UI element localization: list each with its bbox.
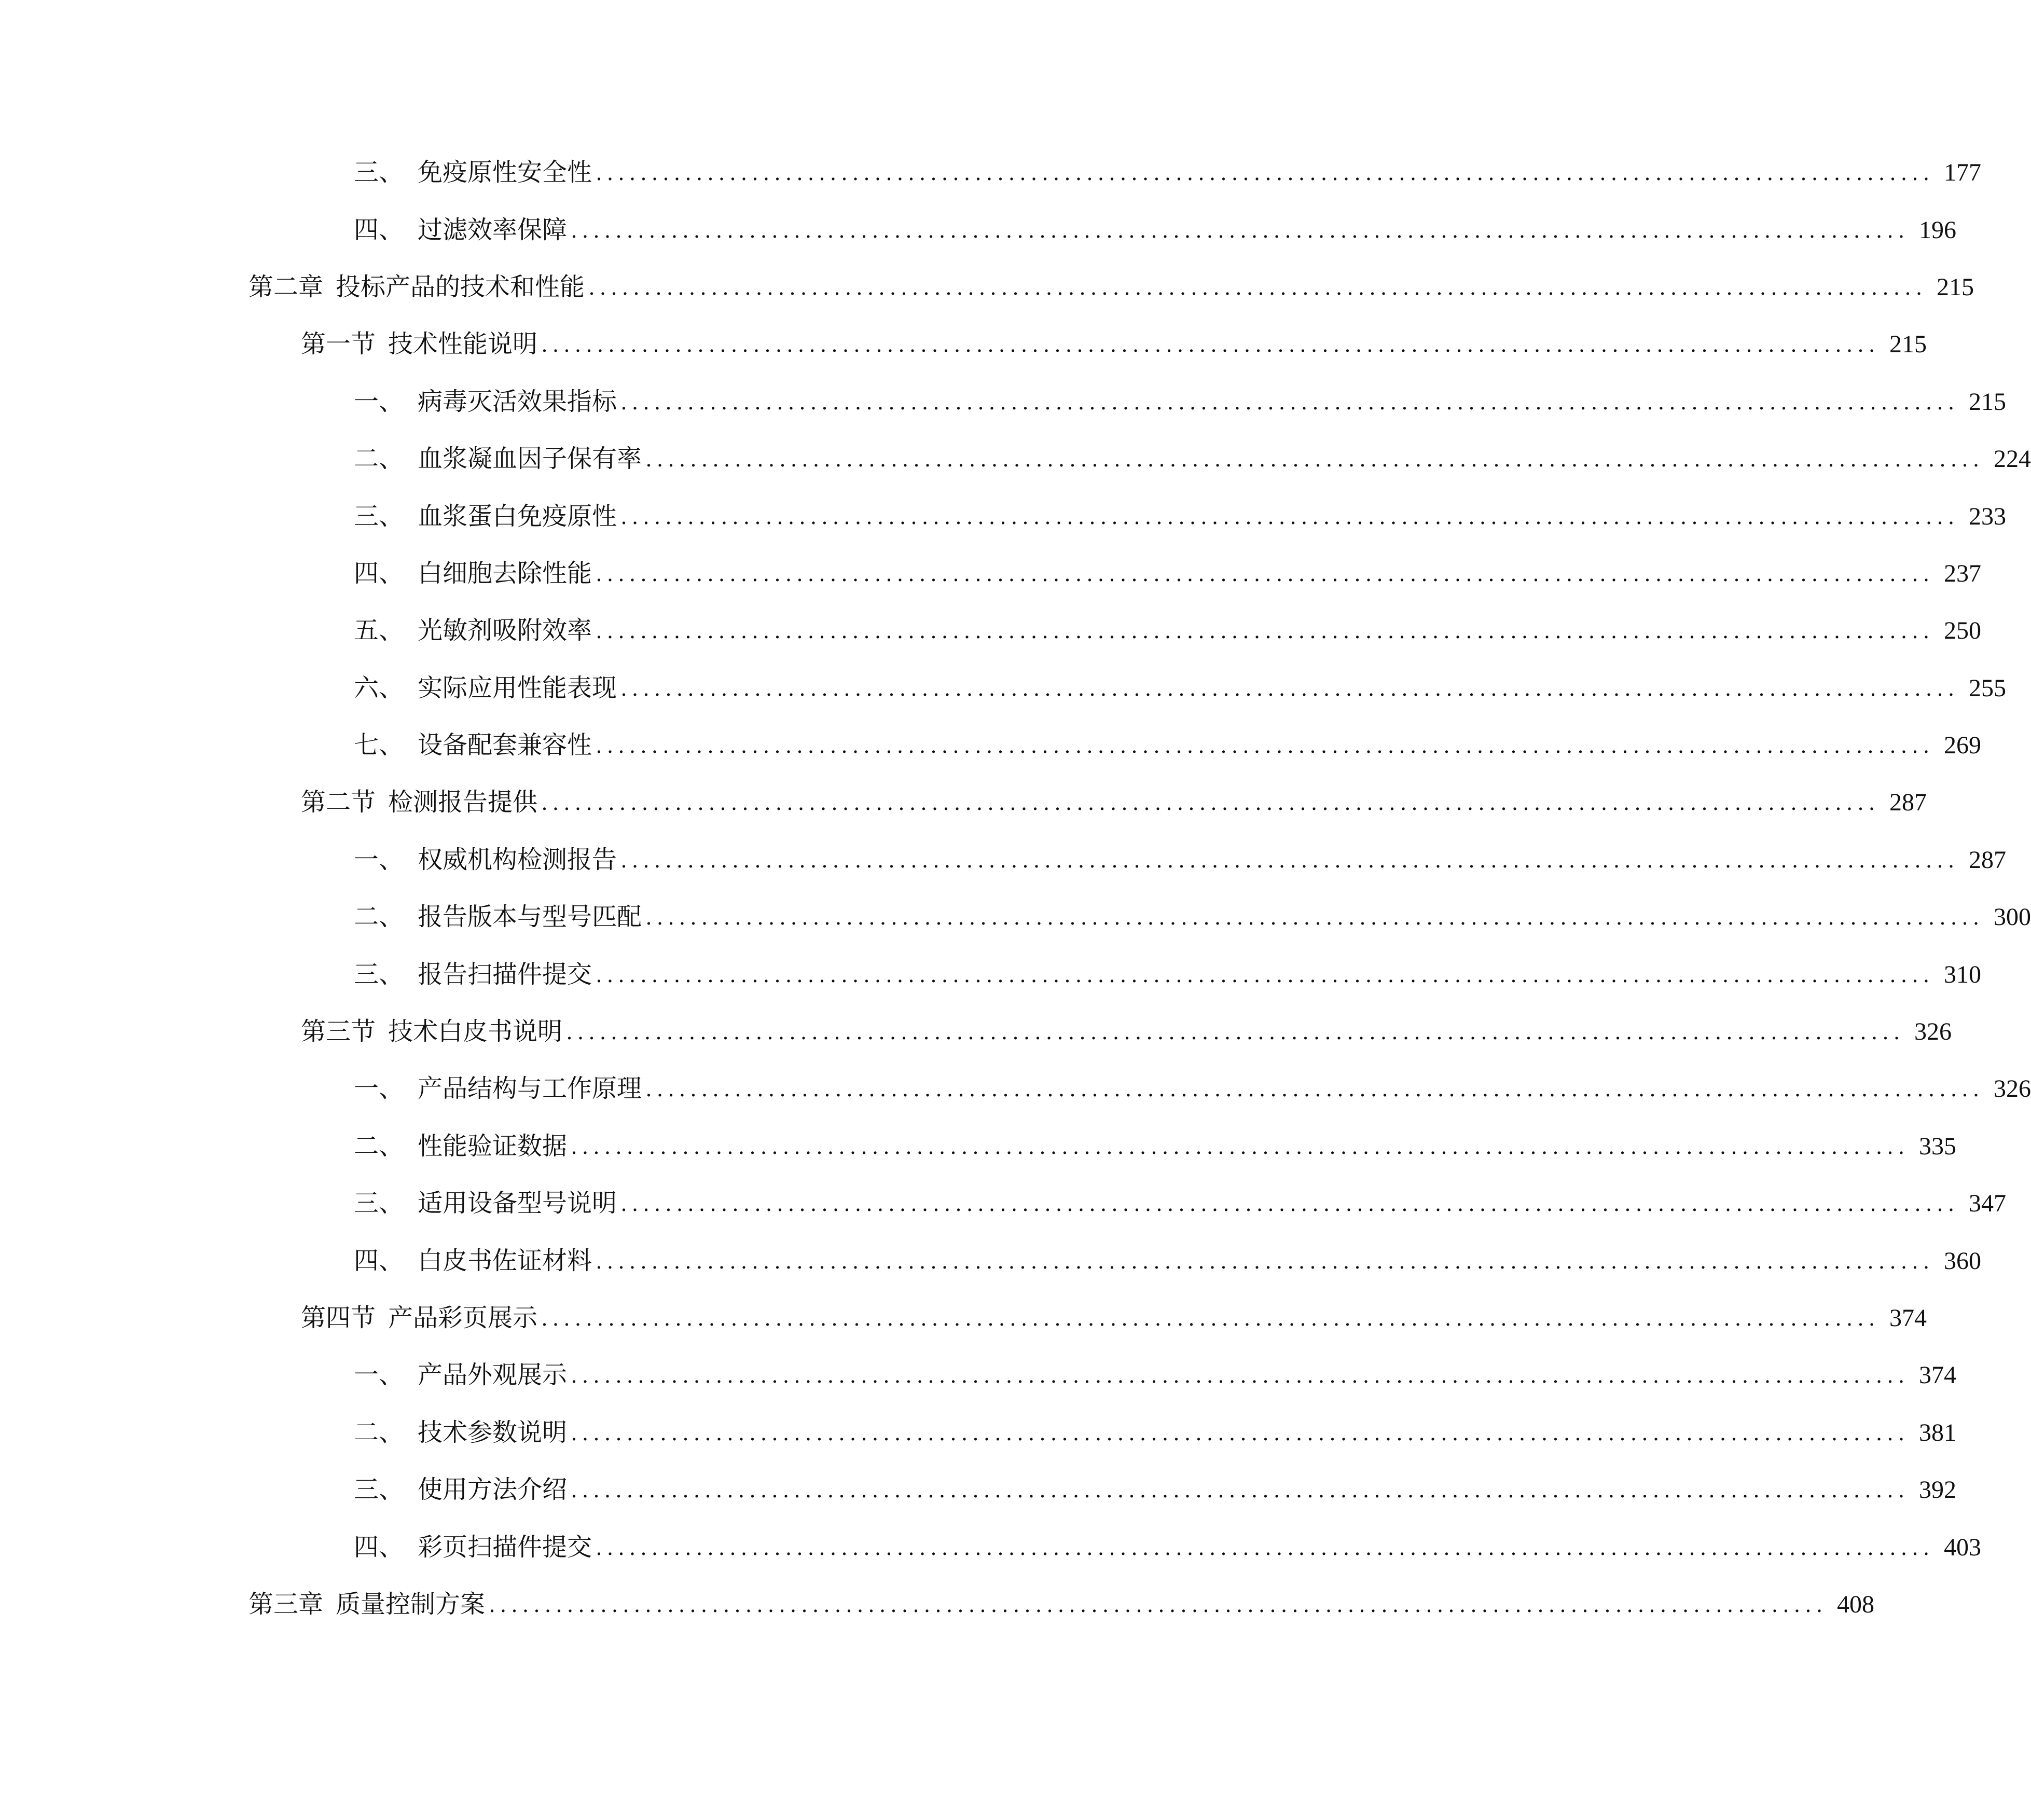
toc-entry-number: 三、 <box>354 1190 404 1218</box>
toc-entry-number: 一、 <box>354 846 404 874</box>
dot-leader: ........................................................................................................................ <box>571 1419 1910 1445</box>
toc-entry-title: 使用方法介绍 <box>418 1476 568 1504</box>
dot-leader: ........................................................................................................................ <box>571 217 1910 243</box>
toc-entry-number: 四、 <box>354 559 404 587</box>
toc-entry-page: 335 <box>1919 1132 1957 1160</box>
toc-entry-title: 技术白皮书说明 <box>388 1018 563 1046</box>
toc-entry-label <box>354 717 592 774</box>
toc-entry[interactable] <box>354 1519 1982 1576</box>
dot-leader: ........................................................................................................................ <box>621 503 1960 529</box>
toc-entry-title: 检测报告提供 <box>388 789 538 817</box>
toc-entry[interactable] <box>354 946 1982 1003</box>
toc-entry-label <box>354 1347 567 1404</box>
toc-entry-number: 三、 <box>354 1476 404 1504</box>
toc-entry-label <box>354 1404 567 1461</box>
toc-entry-page: 250 <box>1944 617 1982 645</box>
dot-leader: ........................................................................................................................ <box>542 332 1881 357</box>
dot-leader: ........................................................................................................................ <box>596 1248 1935 1274</box>
toc-entry-label <box>248 1576 485 1633</box>
toc-entry-label <box>301 316 537 373</box>
toc-entry-page: 287 <box>1889 789 1927 817</box>
toc-entry-title: 适用设备型号说明 <box>418 1190 617 1218</box>
dot-leader: ........................................................................................................................ <box>571 1133 1910 1159</box>
toc-entry-label <box>354 1519 592 1576</box>
toc-entry-label <box>354 202 567 259</box>
toc-entry-label <box>354 946 592 1003</box>
toc-entry[interactable] <box>354 832 2007 889</box>
dot-leader: ........................................................................................................................ <box>596 733 1935 759</box>
toc-entry-page: 237 <box>1944 559 1982 587</box>
toc-entry[interactable] <box>354 144 1982 201</box>
dot-leader: ........................................................................................................................ <box>621 675 1960 701</box>
dot-leader: ........................................................................................................................ <box>589 274 1928 300</box>
toc-entry-number: 一、 <box>354 388 404 416</box>
toc-entry-title: 权威机构检测报告 <box>418 846 617 874</box>
toc-entry-title: 性能验证数据 <box>418 1132 568 1160</box>
toc-entry-number: 三、 <box>354 502 404 530</box>
toc-entry-title: 实际应用性能表现 <box>418 674 617 702</box>
toc-entry-label <box>354 1175 617 1232</box>
toc-entry-page: 177 <box>1944 159 1982 187</box>
toc-entry-page: 196 <box>1919 216 1957 244</box>
table-of-contents <box>0 144 2031 1633</box>
toc-entry-number: 一、 <box>354 1361 404 1389</box>
toc-entry[interactable] <box>301 316 1927 373</box>
toc-entry-number: 一、 <box>354 1075 404 1103</box>
toc-entry-title: 产品外观展示 <box>418 1361 568 1389</box>
toc-entry[interactable] <box>354 201 1957 258</box>
toc-entry-page: 403 <box>1944 1533 1982 1561</box>
toc-entry[interactable] <box>354 545 1982 602</box>
toc-entry[interactable] <box>354 1060 2031 1118</box>
toc-entry-number: 六、 <box>354 674 404 702</box>
dot-leader: ........................................................................................................................ <box>646 1076 1985 1102</box>
toc-entry-page: 374 <box>1919 1361 1957 1389</box>
dot-leader: ........................................................................................................................ <box>621 847 1960 873</box>
toc-entry-page: 381 <box>1919 1418 1957 1446</box>
toc-entry[interactable] <box>354 488 2007 545</box>
toc-entry[interactable] <box>354 1118 1957 1175</box>
toc-entry-page: 310 <box>1944 960 1982 988</box>
toc-entry-page: 215 <box>1889 330 1927 359</box>
toc-entry-page: 300 <box>1994 903 2031 931</box>
dot-leader: ........................................................................................................................ <box>596 560 1935 586</box>
toc-entry-number: 三、 <box>354 159 404 187</box>
toc-entry-title: 彩页扫描件提交 <box>418 1533 592 1561</box>
toc-entry-page: 215 <box>1937 273 1974 301</box>
toc-entry-page: 255 <box>1969 674 2007 702</box>
toc-entry-label <box>354 1461 567 1519</box>
toc-entry-title: 血浆凝血因子保有率 <box>418 445 642 473</box>
toc-entry-number: 二、 <box>354 903 404 931</box>
dot-leader: ........................................................................................................................ <box>542 790 1881 816</box>
toc-entry-number: 第四节 <box>301 1304 376 1332</box>
toc-entry-title: 白细胞去除性能 <box>418 559 592 587</box>
toc-entry-number: 七、 <box>354 732 404 760</box>
toc-entry-title: 报告扫描件提交 <box>418 960 592 988</box>
toc-entry-title: 投标产品的技术和性能 <box>336 273 585 301</box>
toc-entry-label <box>354 602 592 659</box>
toc-entry-title: 报告版本与型号匹配 <box>418 903 642 931</box>
toc-entry-title: 设备配套兼容性 <box>418 732 592 760</box>
toc-entry[interactable] <box>354 717 1982 774</box>
toc-entry-label <box>354 431 642 488</box>
toc-entry-page: 224 <box>1994 445 2031 473</box>
toc-entry-number: 第二章 <box>248 273 324 301</box>
dot-leader: ........................................................................................................................ <box>646 904 1985 930</box>
toc-entry-title: 产品结构与工作原理 <box>418 1075 642 1103</box>
toc-entry-title: 过滤效率保障 <box>418 216 568 244</box>
toc-entry-page: 269 <box>1944 732 1982 760</box>
toc-entry-title: 技术性能说明 <box>388 330 538 359</box>
toc-entry-page: 392 <box>1919 1476 1957 1504</box>
toc-entry-title: 产品彩页展示 <box>388 1304 538 1332</box>
toc-entry[interactable] <box>354 1347 1957 1404</box>
toc-entry-page: 408 <box>1837 1590 1875 1618</box>
toc-entry-title: 免疫原性安全性 <box>418 159 592 187</box>
dot-leader: ........................................................................................................................ <box>646 446 1985 472</box>
toc-entry[interactable] <box>354 1175 2007 1232</box>
dot-leader: ........................................................................................................................ <box>571 1362 1910 1388</box>
toc-entry-title: 技术参数说明 <box>418 1418 568 1446</box>
toc-entry-page: 326 <box>1994 1075 2031 1103</box>
toc-entry[interactable] <box>354 1232 1982 1289</box>
toc-entry-number: 五、 <box>354 617 404 645</box>
dot-leader: ........................................................................................................................ <box>596 618 1935 644</box>
toc-entry-label <box>354 1233 592 1290</box>
toc-entry-title: 质量控制方案 <box>336 1590 486 1618</box>
toc-entry[interactable] <box>354 374 2007 431</box>
toc-entry-label <box>301 1290 537 1347</box>
toc-entry-label <box>301 1003 562 1060</box>
toc-entry[interactable] <box>354 431 2031 488</box>
toc-entry-number: 四、 <box>354 1533 404 1561</box>
toc-entry-page: 374 <box>1889 1304 1927 1332</box>
dot-leader: ........................................................................................................................ <box>621 1191 1960 1217</box>
toc-entry-title: 血浆蛋白免疫原性 <box>418 502 617 530</box>
toc-entry-label <box>354 660 617 717</box>
toc-entry-page: 215 <box>1969 388 2007 416</box>
toc-entry[interactable] <box>248 259 1974 316</box>
dot-leader: ........................................................................................................................ <box>596 1534 1935 1560</box>
toc-entry-label <box>248 259 585 316</box>
dot-leader: ........................................................................................................................ <box>596 961 1935 987</box>
dot-leader: ........................................................................................................................ <box>596 160 1935 186</box>
toc-entry[interactable] <box>354 660 2007 717</box>
toc-entry[interactable] <box>354 602 1982 659</box>
toc-entry-number: 二、 <box>354 1132 404 1160</box>
toc-entry-label <box>354 889 642 946</box>
toc-entry-label <box>354 374 617 431</box>
toc-entry-number: 二、 <box>354 445 404 473</box>
toc-entry-number: 三、 <box>354 960 404 988</box>
toc-entry-number: 第二节 <box>301 789 376 817</box>
dot-leader: ........................................................................................................................ <box>542 1305 1881 1331</box>
toc-entry[interactable] <box>354 1404 1957 1461</box>
dot-leader: ........................................................................................................................ <box>567 1019 1905 1045</box>
dot-leader: ........................................................................................................................ <box>621 389 1960 415</box>
dot-leader: ........................................................................................................................ <box>571 1477 1910 1503</box>
toc-entry-title: 光敏剂吸附效率 <box>418 617 592 645</box>
toc-entry-number: 四、 <box>354 216 404 244</box>
toc-entry-label <box>354 144 592 201</box>
toc-entry[interactable] <box>248 1576 1875 1633</box>
toc-entry[interactable] <box>354 1461 1957 1519</box>
toc-entry-number: 第一节 <box>301 330 376 359</box>
toc-entry-title: 白皮书佐证材料 <box>418 1247 592 1275</box>
toc-entry-label <box>354 545 592 602</box>
dot-leader: ........................................................................................................................ <box>489 1591 1828 1617</box>
toc-entry-label <box>301 774 537 831</box>
toc-entry-title: 病毒灭活效果指标 <box>418 388 617 416</box>
toc-entry-number: 第三章 <box>248 1590 324 1618</box>
toc-entry-number: 四、 <box>354 1247 404 1275</box>
toc-entry[interactable] <box>354 889 2031 946</box>
toc-entry-label <box>354 488 617 545</box>
toc-entry-page: 360 <box>1944 1247 1982 1275</box>
toc-entry-label <box>354 1060 642 1118</box>
toc-entry-page: 287 <box>1969 846 2007 874</box>
toc-entry-number: 二、 <box>354 1418 404 1446</box>
toc-entry[interactable] <box>301 1290 1927 1347</box>
toc-entry[interactable] <box>301 1003 1952 1060</box>
toc-entry-page: 233 <box>1969 502 2007 530</box>
toc-entry[interactable] <box>301 774 1927 831</box>
toc-entry-page: 347 <box>1969 1190 2007 1218</box>
toc-entry-number: 第三节 <box>301 1018 376 1046</box>
toc-entry-label <box>354 832 617 889</box>
toc-entry-label <box>354 1118 567 1175</box>
toc-entry-page: 326 <box>1914 1018 1952 1046</box>
